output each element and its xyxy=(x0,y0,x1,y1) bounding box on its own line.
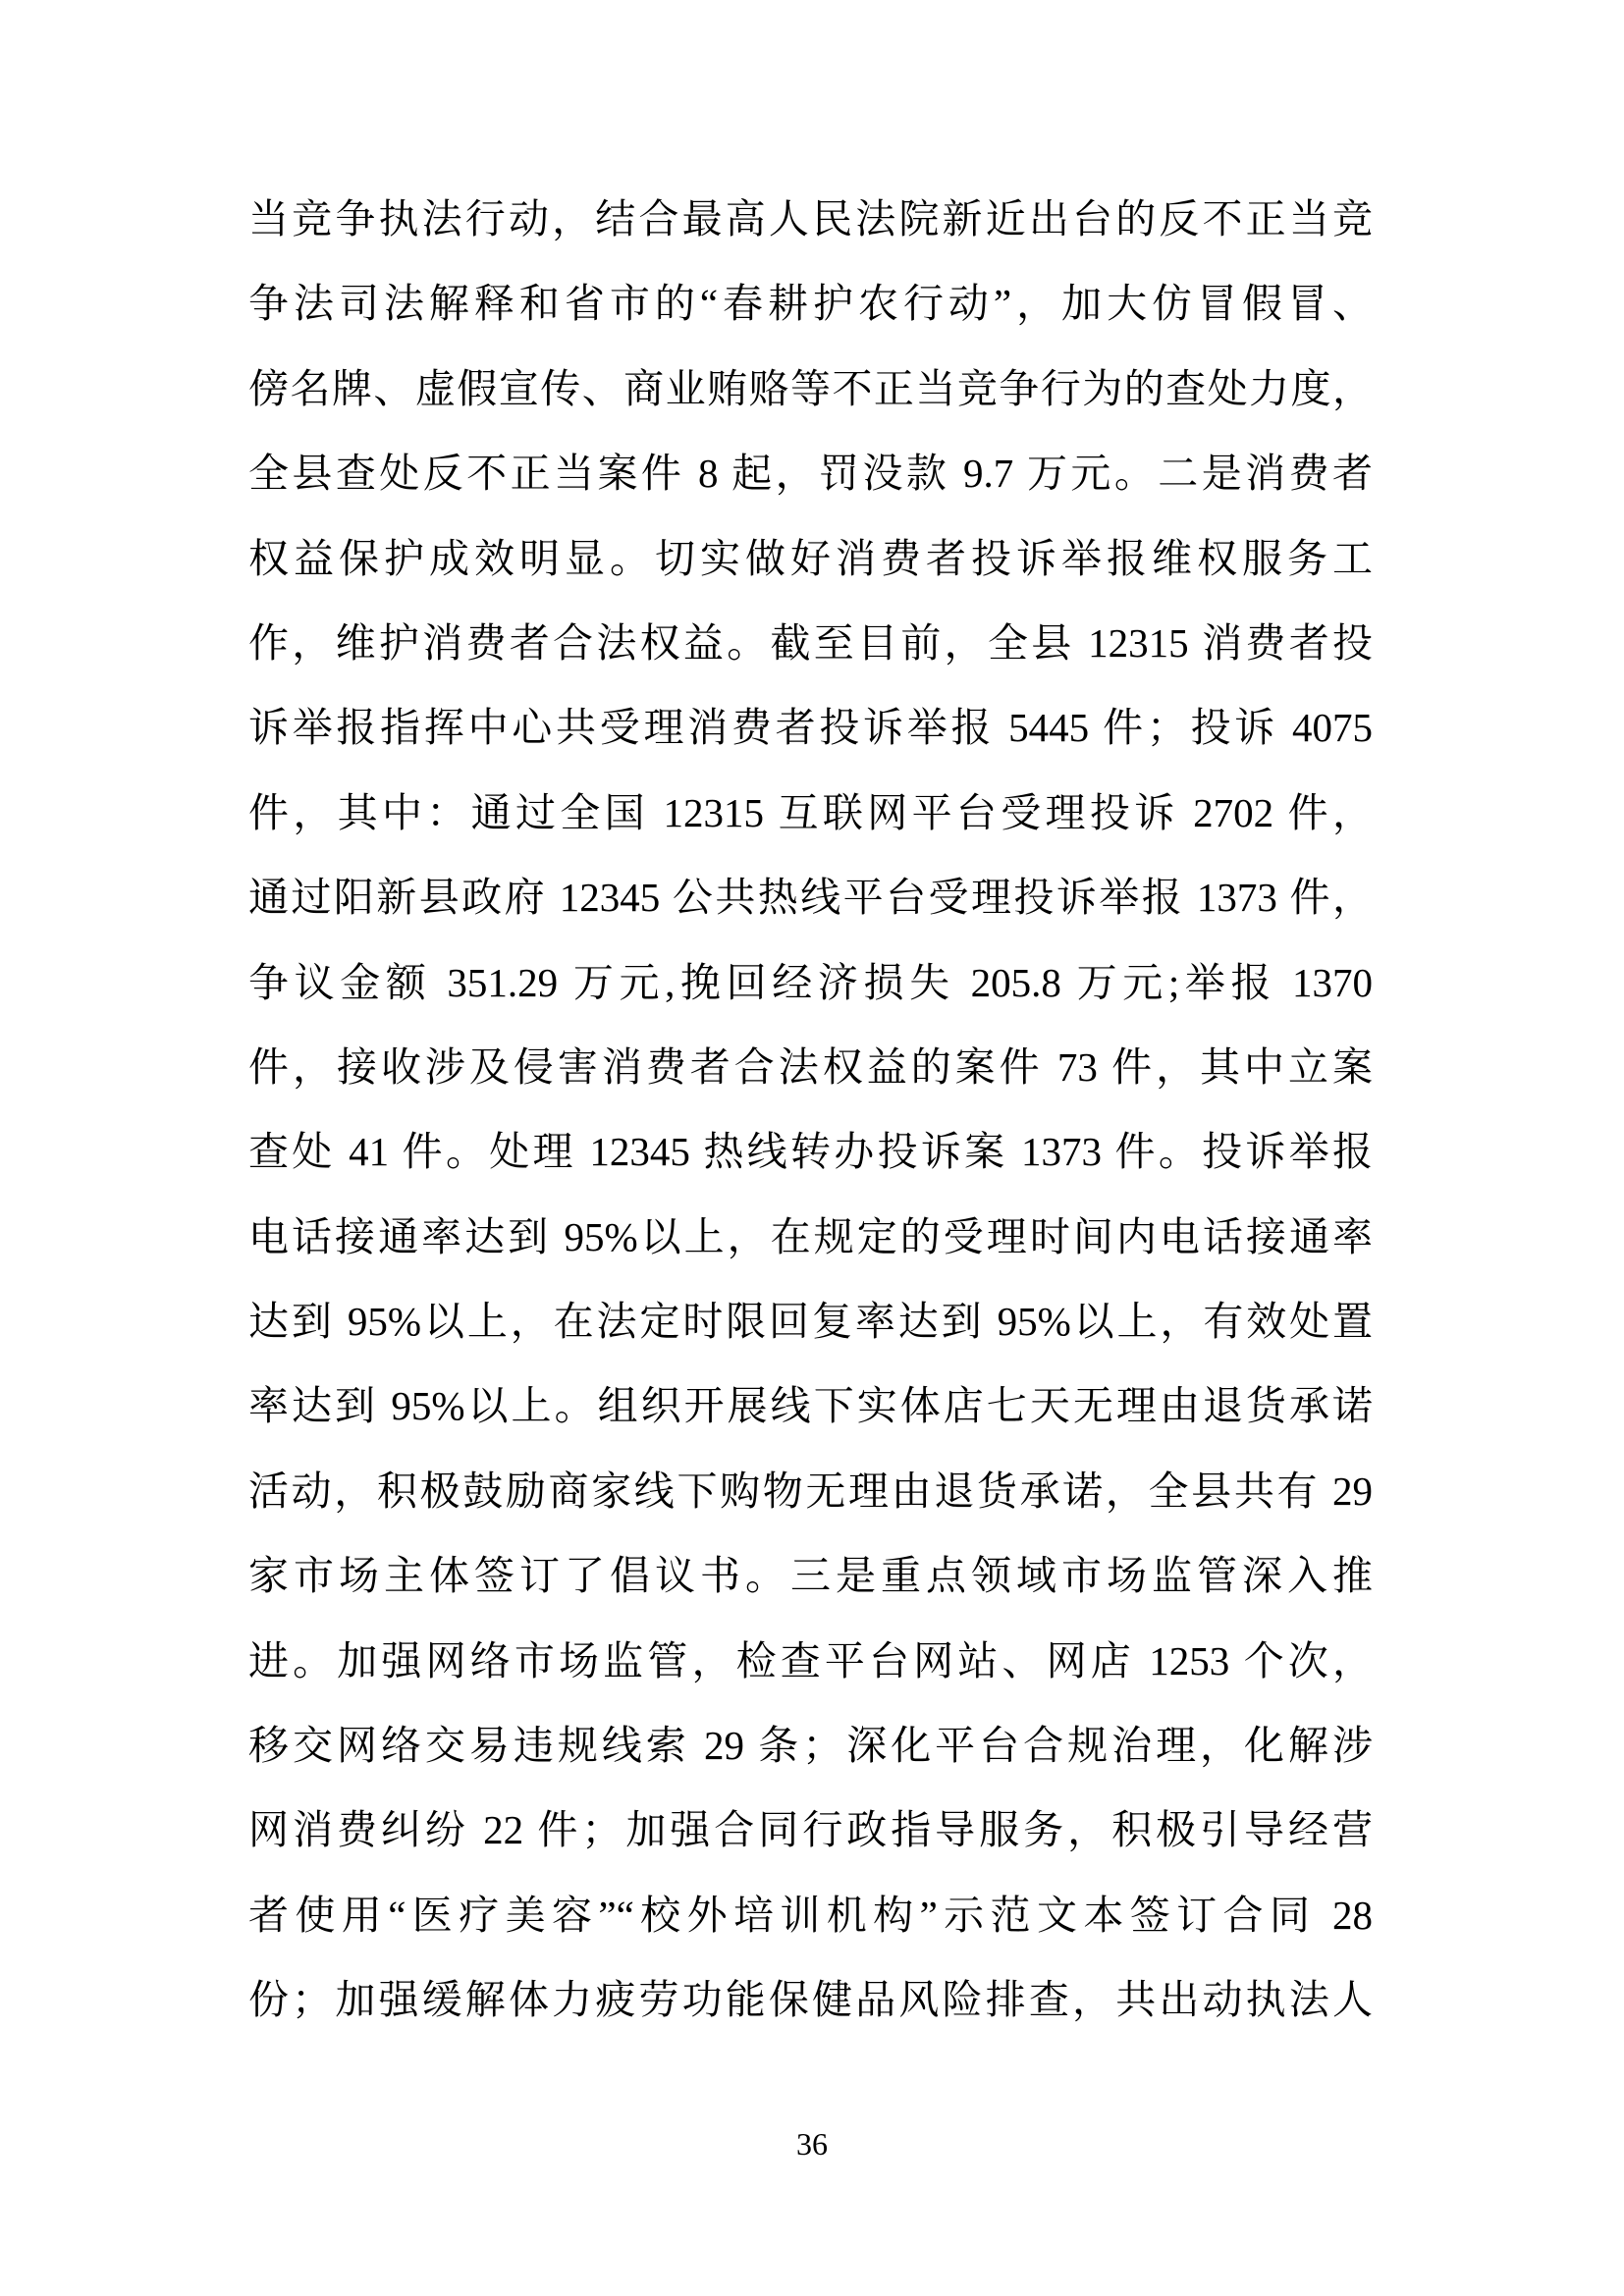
text-line: 率达到 95%以上。组织开展线下实体店七天无理由退货承诺 xyxy=(248,1383,1373,1429)
text-line: 份；加强缓解体力疲劳功能保健品风险排查，共出动执法人 xyxy=(248,1977,1373,2023)
text-line: 傍名牌、虚假宣传、商业贿赂等不正当竞争行为的查处力度， xyxy=(248,365,1373,411)
text-line: 网消费纠纷 22 件；加强合同行政指导服务，积极引导经营 xyxy=(248,1807,1373,1853)
text-line: 者使用“医疗美容”“校外培训机构”示范文本签订合同 28 xyxy=(248,1892,1373,1938)
document-body-text xyxy=(248,177,1373,2043)
text-line: 作，维护消费者合法权益。截至目前，全县 12315 消费者投 xyxy=(248,619,1373,666)
text-line: 达到 95%以上，在法定时限回复率达到 95%以上，有效处置 xyxy=(248,1299,1373,1345)
page-number: 36 xyxy=(796,2126,828,2162)
text-line: 全县查处反不正当案件 8 起，罚没款 9.7 万元。二是消费者 xyxy=(248,451,1373,497)
text-line: 通过阳新县政府 12345 公共热线平台受理投诉举报 1373 件， xyxy=(248,875,1373,921)
text-line: 件，接收涉及侵害消费者合法权益的案件 73 件，其中立案 xyxy=(248,1043,1373,1090)
text-line: 活动，积极鼓励商家线下购物无理由退货承诺，全县共有 29 xyxy=(248,1468,1373,1514)
text-line: 件，其中：通过全国 12315 互联网平台受理投诉 2702 件， xyxy=(248,789,1373,835)
text-line: 进。加强网络市场监管，检查平台网站、网店 1253 个次， xyxy=(248,1637,1373,1683)
text-line: 权益保护成效明显。切实做好消费者投诉举报维权服务工 xyxy=(248,535,1373,581)
text-line: 诉举报指挥中心共受理消费者投诉举报 5445 件；投诉 4075 xyxy=(248,705,1373,751)
text-line: 当竞争执法行动，结合最高人民法院新近出台的反不正当竞 xyxy=(248,196,1373,241)
text-line: 家市场主体签订了倡议书。三是重点领域市场监管深入推 xyxy=(248,1553,1373,1599)
text-line: 移交网络交易违规线索 29 条；深化平台合规治理，化解涉 xyxy=(248,1723,1373,1769)
text-line: 电话接通率达到 95%以上，在规定的受理时间内电话接通率 xyxy=(248,1213,1373,1259)
text-line: 争议金额 351.29 万元,挽回经济损失 205.8 万元;举报 1370 xyxy=(248,959,1373,1005)
text-line: 查处 41 件。处理 12345 热线转办投诉案 1373 件。投诉举报 xyxy=(248,1129,1373,1175)
text-line: 争法司法解释和省市的“春耕护农行动”，加大仿冒假冒、 xyxy=(248,281,1373,327)
